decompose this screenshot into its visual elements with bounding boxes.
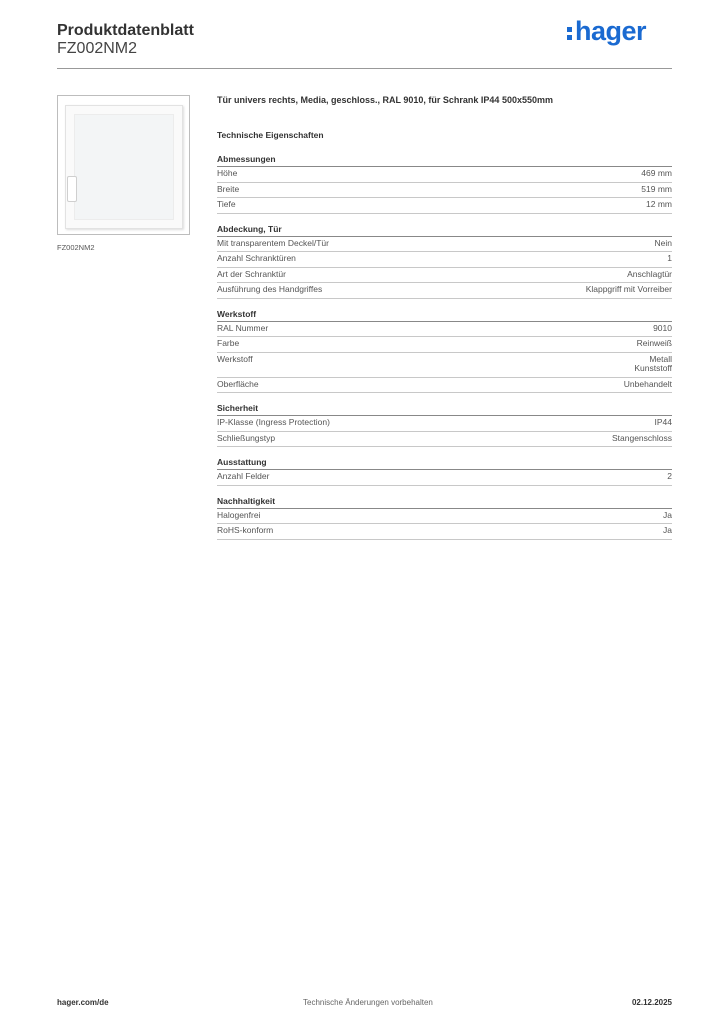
spec-row [217, 237, 672, 253]
spec-label: Tiefe [217, 199, 236, 209]
spec-row [217, 378, 672, 394]
product-code: FZ002NM2 [57, 40, 138, 57]
spec-label: Breite [217, 183, 240, 194]
spec-value: Anschlagtür [627, 268, 672, 279]
spec-value: Klappgriff mit Vorreiber [585, 284, 672, 294]
section-title: Ausstattung [217, 457, 672, 470]
spec-label: Ausführung des Handgriffes [217, 284, 323, 294]
spec-value: 2 [667, 471, 672, 481]
spec-value: 9010 [653, 322, 672, 333]
section-title: Sicherheit [217, 403, 672, 416]
spec-value: Nein [654, 237, 672, 248]
section-title: Werkstoff [217, 309, 672, 322]
spec-row [217, 283, 672, 299]
spec-value: 1 [667, 253, 672, 263]
spec-label: Anzahl Felder [217, 471, 270, 481]
spec-label: Art der Schranktür [217, 268, 286, 279]
door-illustration [65, 105, 183, 229]
spec-value: 469 mm [641, 168, 672, 178]
spec-section [217, 224, 672, 299]
spec-row [217, 198, 672, 214]
image-caption: FZ002NM2 [57, 243, 95, 252]
door-handle-icon [67, 176, 77, 202]
spec-label: Farbe [217, 338, 240, 348]
spec-value: 12 mm [646, 199, 672, 209]
spec-label: Schließungstyp [217, 432, 276, 443]
spec-label: Werkstoff [217, 353, 253, 364]
spec-label: Halogenfrei [217, 509, 261, 520]
spec-value: Stangenschloss [611, 432, 672, 443]
spec-label: Anzahl Schranktüren [217, 253, 296, 263]
tech-heading: Technische Eigenschaften [217, 130, 324, 140]
spec-sections [217, 154, 672, 540]
spec-section [217, 496, 672, 540]
spec-row [217, 470, 672, 486]
section-title: Abdeckung, Tür [217, 224, 672, 237]
spec-section [217, 154, 672, 214]
spec-value: Ja [663, 525, 672, 535]
spec-value: Reinweiß [636, 338, 672, 348]
spec-row [217, 416, 672, 432]
spec-row [217, 524, 672, 540]
section-title: Abmessungen [217, 154, 672, 167]
spec-value: Unbehandelt [623, 378, 672, 389]
spec-value: Ja [663, 509, 672, 520]
content-column [217, 95, 672, 550]
spec-value: IP44 [654, 417, 672, 427]
spec-row [217, 509, 672, 525]
door-pane [74, 114, 174, 220]
spec-value: 519 mm [641, 183, 672, 194]
product-image [57, 95, 190, 235]
spec-label: Mit transparentem Deckel/Tür [217, 237, 329, 248]
footer-note: Technische Änderungen vorbehalten [303, 998, 433, 1007]
spec-label: IP-Klasse (Ingress Protection) [217, 417, 330, 427]
header-divider [57, 68, 672, 69]
spec-label: RoHS-konform [217, 525, 274, 535]
spec-row [217, 322, 672, 338]
spec-label: Höhe [217, 168, 238, 178]
spec-row [217, 337, 672, 353]
spec-row [217, 167, 672, 183]
spec-row [217, 268, 672, 284]
spec-label: Oberfläche [217, 378, 259, 389]
section-title: Nachhaltigkeit [217, 496, 672, 509]
spec-section [217, 309, 672, 394]
spec-row [217, 183, 672, 199]
footer-website: hager.com/de [57, 998, 109, 1007]
spec-row [217, 432, 672, 448]
spec-value: Metall Kunststoff [634, 353, 672, 373]
spec-label: RAL Nummer [217, 322, 269, 333]
spec-section [217, 457, 672, 486]
logo-dots-icon [567, 22, 573, 42]
hager-logo [567, 16, 646, 47]
page-title: Produktdatenblatt [57, 22, 194, 39]
spec-row [217, 353, 672, 378]
logo-text: hager [575, 16, 647, 46]
product-title: Tür univers rechts, Media, geschloss., RAL 9010, für Schrank IP44 500x550mm [217, 95, 553, 105]
spec-section [217, 403, 672, 447]
spec-row [217, 252, 672, 268]
footer-date: 02.12.2025 [631, 998, 672, 1007]
